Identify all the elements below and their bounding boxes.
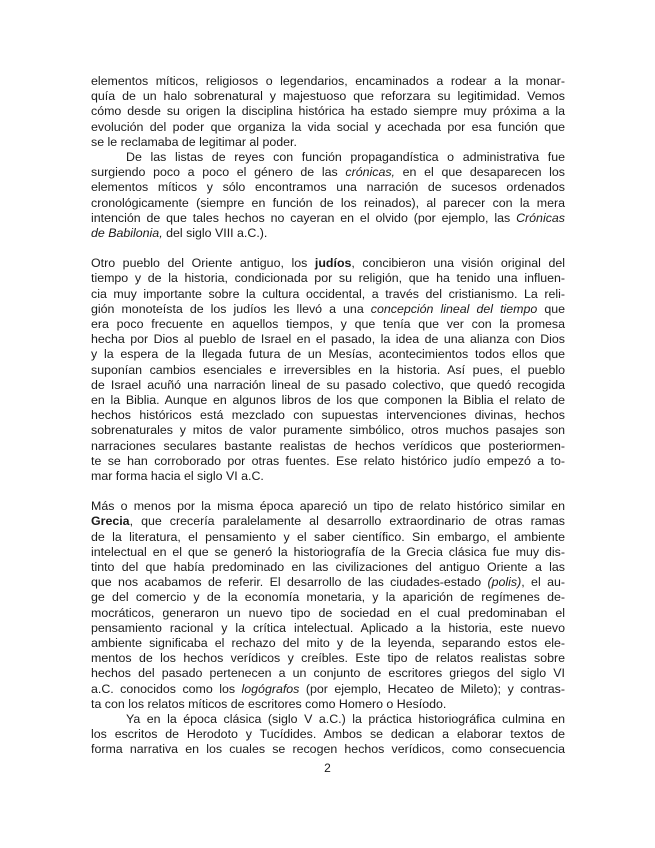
text-run: pensamiento racional y la crítica intelectual. Aplicado a la historia, este nuevo <box>91 620 565 635</box>
text-run: cómo desde su origen la disciplina histórica ha estado siempre muy próxima a la <box>91 104 565 119</box>
text-run: mentos de los hechos verídicos y creíbles. Este tipo de relatos realistas sobre <box>91 651 565 666</box>
text-run: mar forma hacia el siglo VI a.C. <box>91 468 264 483</box>
text-line <box>91 636 565 651</box>
text-line <box>91 697 565 712</box>
text-line <box>91 226 565 241</box>
text-line <box>91 575 565 590</box>
text-run: intención de que tales hechos no cayeran en el olvido (por ejemplo, las <box>91 210 517 225</box>
text-line <box>91 469 565 484</box>
text-line <box>91 180 565 195</box>
text-run: narraciones seculares bastante realistas de hechos verídicos que posteriormen- <box>91 438 565 453</box>
text-run: sobrenaturales y mitos de valor puramente simbólico, otros muchos pasajes son <box>91 423 565 438</box>
text-line <box>91 150 565 165</box>
text-run: era poco frecuente en aquellos tiempos, y que tenía que ver con la promesa <box>91 317 565 331</box>
italic-term: concepción lineal del tiempo <box>370 301 538 316</box>
text-run: que <box>537 301 565 316</box>
text-line <box>91 682 565 697</box>
paragraph-gap <box>91 241 565 256</box>
text-line <box>91 378 565 393</box>
italic-term: logógrafos <box>241 681 300 696</box>
text-run: (por ejemplo, Hecateo de Mileto); y contras- <box>299 681 565 696</box>
text-run: del siglo VIII a.C.). <box>162 225 268 240</box>
text-line <box>91 621 565 636</box>
text-run: que nos acabamos de referir. El desarrollo de las ciudades-estado <box>91 575 488 590</box>
text-line <box>91 408 565 423</box>
text-run: , el au- <box>521 575 565 590</box>
text-line <box>91 196 565 211</box>
bold-term: judíos <box>314 256 352 271</box>
text-run: Ya en la época clásica (siglo V a.C.) la práctica historiográfica culmina en <box>126 711 565 726</box>
text-run: elementos míticos, religiosos o legendarios, encaminados a rodear a la monar- <box>91 74 565 88</box>
text-run: intelectual en el que se generó la historiografía de la Grecia clásica fue muy dis- <box>91 544 565 559</box>
bold-term: Grecia <box>91 514 130 529</box>
text-line <box>91 332 565 347</box>
text-run: ta con los relatos míticos de escritores como Homero o Hesíodo. <box>91 696 447 711</box>
text-run: , que crecería paralelamente al desarrollo extraordinario de otras ramas <box>129 514 565 529</box>
italic-term: crónicas, <box>345 165 395 180</box>
text-line <box>91 317 565 332</box>
text-run: hechos del pasado pertenecen a un conjunto de escritores griegos del siglo VI <box>91 666 565 681</box>
text-run: elementos míticos y sólo encontramos una narración de sucesos ordenados <box>91 180 565 195</box>
text-run: ge del comercio y de la economía monetaria, y la aparición de regímenes de- <box>91 590 565 605</box>
text-run: a.C. conocidos como los <box>91 681 242 696</box>
text-run: y la espera de la llegada futura de un Mesías, acontecimientos todos ellos que <box>91 347 565 362</box>
text-line <box>91 393 565 408</box>
text-run: los escritos de Herodoto y Tucídides. Ambos se dedican a elaborar textos de <box>91 727 565 742</box>
text-line <box>91 545 565 560</box>
text-line <box>91 287 565 302</box>
text-line <box>91 120 565 135</box>
text-run: quía de un halo sobrenatural y majestuoso que reforzara su legitimidad. Vemos <box>91 89 565 104</box>
text-run: en el que desaparecen los <box>394 165 566 180</box>
text-line <box>91 423 565 438</box>
text-run: forma narrativa en los cuales se recogen hechos verídicos, como consecuencia <box>91 742 565 757</box>
text-line <box>91 89 565 104</box>
text-line <box>91 666 565 681</box>
text-line <box>91 165 565 180</box>
text-run: , concibieron una visión original del <box>351 256 565 271</box>
text-line <box>91 439 565 454</box>
text-line <box>91 256 565 271</box>
text-run: hecha por Dios al pueblo de Israel en el pasado, la idea de una alianza con Dios <box>91 332 565 347</box>
text-line <box>91 742 565 757</box>
text-run: hechos históricos está mezclado con supuestas intervenciones divinas, hechos <box>91 408 565 423</box>
italic-term: de Babilonia, <box>91 225 163 240</box>
text-line <box>91 363 565 378</box>
text-line <box>91 135 565 150</box>
text-run: evolución del poder que organiza la vida social y acechada por esa función que <box>91 119 565 134</box>
text-line <box>91 454 565 469</box>
page-number: 2 <box>324 761 331 775</box>
text-line <box>91 302 565 317</box>
text-run: de la literatura, el pensamiento y el saber científico. Sin embargo, el ambiente <box>91 529 565 544</box>
text-run: en la Biblia. Aunque en algunos libros de los que componen la Biblia el relato de <box>91 392 565 407</box>
text-line <box>91 651 565 666</box>
text-run: ambiente significaba el rechazo del mito y de la leyenda, separando estos ele- <box>91 635 565 650</box>
text-run: gión monoteísta de los judíos les llevó a una <box>91 301 371 316</box>
text-run: cronológicamente (siempre en función de los reinados), al parecer con la mera <box>91 195 565 210</box>
text-line <box>91 211 565 226</box>
italic-term: (polis) <box>487 575 522 590</box>
text-run: Otro pueblo del Oriente antiguo, los <box>91 256 315 271</box>
text-run: se le reclamaba de legitimar al poder. <box>91 134 297 149</box>
text-line <box>91 347 565 362</box>
text-line <box>91 606 565 621</box>
text-line <box>91 74 565 89</box>
text-line <box>91 104 565 119</box>
text-run: tinto del que había predominado en las civilizaciones del antiguo Oriente a las <box>91 560 565 574</box>
text-run: De las listas de reyes con función propagandística o administrativa fue <box>126 149 565 164</box>
text-run: te se han corroborado por otras fuentes. Ese relato histórico judío empezó a to- <box>91 453 565 468</box>
text-line <box>91 590 565 605</box>
text-line <box>91 727 565 742</box>
text-run: tiempo y de la historia, condicionada por su religión, que ha tenido una influen- <box>91 271 565 286</box>
paragraph-gap <box>91 484 565 499</box>
text-line <box>91 514 565 529</box>
italic-term: Crónicas <box>516 210 565 225</box>
text-line <box>91 712 565 727</box>
text-run: Más o menos por la misma época apareció un tipo de relato histórico similar en <box>91 499 565 514</box>
text-run: de Israel acuñó una narración lineal de su pasado colectivo, que quedó recogida <box>91 377 565 392</box>
text-run: mocráticos, generaron un nuevo tipo de sociedad en el cual predominaban el <box>91 605 565 620</box>
text-line <box>91 499 565 514</box>
text-line <box>91 271 565 286</box>
text-line <box>91 560 565 575</box>
text-run: cia muy importante sobre la cultura occidental, a través del cristianismo. La reli- <box>91 286 565 301</box>
text-line <box>91 530 565 545</box>
body-text <box>91 74 565 757</box>
text-run: surgiendo poco a poco el género de las <box>91 165 346 180</box>
text-run: suponían cambios esenciales e irreversibles en la historia. Así pues, el pueblo <box>91 362 565 377</box>
